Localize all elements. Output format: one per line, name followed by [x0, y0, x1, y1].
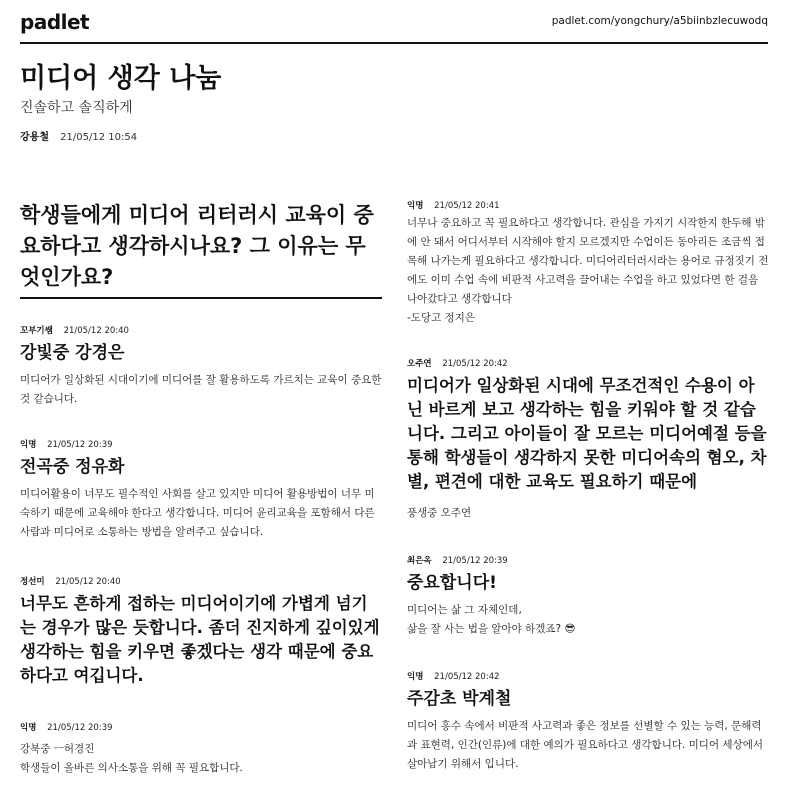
post-card[interactable]: [20, 722, 382, 778]
right-column: [407, 200, 769, 774]
post-author: 정선미: [20, 577, 45, 587]
post-meta: [407, 200, 769, 212]
post-author: 익명: [20, 723, 37, 733]
post-author: 익명: [407, 672, 424, 682]
post-timestamp: 21/05/12 20:41: [434, 201, 500, 211]
board-url[interactable]: padlet.com/yongchury/a5biinbzlecuwodq: [551, 15, 768, 27]
post-timestamp: 21/05/12 20:42: [442, 359, 508, 369]
post-title: 강빛중 강경은: [20, 343, 125, 363]
section-heading: 학생들에게 미디어 리터러시 교육이 중요하다고 생각하시나요? 그 이유는 무엇인가요?: [20, 200, 382, 299]
post-title: 전곡중 정유화: [20, 457, 125, 477]
post-author: 최은옥: [407, 556, 432, 566]
post-card[interactable]: [407, 555, 769, 639]
post-meta: [407, 555, 769, 567]
post-timestamp: 21/05/12 20:39: [442, 556, 508, 566]
board-meta: [20, 128, 137, 143]
post-body: 미디어활용이 너무도 필수적인 사회를 살고 있지만 미디어 활용방법이 너무 미숙하기 때문에 교육해야 한다고 생각합니다. 미디어 윤리교육을 포함해서 다른사람과 미디어로 소통하는 방법을 알려주고 싶습니다.: [20, 488, 375, 538]
top-bar: [20, 6, 768, 44]
post-timestamp: 21/05/12 20:40: [55, 577, 121, 587]
post-body: 풍생중 오주연: [407, 507, 472, 519]
post-body: 미디어 홍수 속에서 비판적 사고력과 좋은 정보를 선별할 수 있는 능력, 문해력과 표현력, 인간(인류)에 대한 예의가 필요하다고 생각합니다. 미디어 세상에서 살아남기 위해서 입니다.: [407, 720, 764, 770]
left-column: [20, 200, 382, 778]
post-timestamp: 21/05/12 20:40: [63, 326, 129, 336]
post-card[interactable]: [20, 325, 382, 409]
post-card[interactable]: [20, 576, 382, 688]
board-title: 미디어 생각 나눔: [20, 63, 222, 94]
post-meta: [407, 358, 769, 370]
post-card[interactable]: [407, 671, 769, 774]
post-author: 익명: [20, 440, 37, 450]
post-meta: [407, 671, 769, 683]
post-title: 미디어가 일상화된 시대에 무조건적인 수용이 아닌 바르게 보고 생각하는 힘을 키워야 할 것 같습니다. 그리고 아이들이 잘 모르는 미디어예절 등을 통해 학생들이 생각하지 못한 미디어속의 혐오, 차별, 편견에 대한 교육도 필요하기 때문에: [407, 376, 767, 491]
post-timestamp: 21/05/12 20:42: [434, 672, 500, 682]
post-timestamp: 21/05/12 20:39: [47, 440, 113, 450]
board-timestamp: 21/05/12 10:54: [60, 132, 138, 143]
post-meta: [20, 722, 382, 734]
post-title: 중요합니다!: [407, 573, 497, 593]
post-card[interactable]: [407, 200, 769, 328]
post-author: 익명: [407, 201, 424, 211]
board-author: 강용철: [20, 132, 49, 143]
post-body: 미디어가 일상화된 시대이기에 미디어를 잘 활용하도록 가르치는 교육이 중요한 것 같습니다.: [20, 374, 382, 405]
post-meta: [20, 325, 382, 337]
post-card[interactable]: [20, 439, 382, 542]
board-subtitle: 진솔하고 솔직하게: [20, 100, 133, 116]
post-body: 너무나 중요하고 꼭 필요하다고 생각합니다. 관심을 가지기 시작한지 한두해 밖에 안 돼서 어디서부터 시작해야 할지 모르겠지만 수업이든 동아리든 조금씩 접목해 나가는게 필요하다고 생각합니다. 미디어리터러시라는 용어로 규정짓기 전에도 이미 수업 속에 비판적 사고력을 끌어내는 수업을 하고 있었다면 한 걸음 나아갔다고 생각합니다 -도당고 정지은: [407, 217, 769, 324]
post-meta: [20, 439, 382, 451]
post-body: 미디어는 삶 그 자체인데, 삶을 잘 사는 법을 알아야 하겠죠? 😎: [407, 604, 576, 635]
post-meta: [20, 576, 382, 588]
padlet-logo[interactable]: padlet: [20, 10, 90, 34]
post-title: 주감초 박계철: [407, 689, 512, 709]
post-title: 너무도 흔하게 접하는 미디어이기에 가볍게 넘기는 경우가 많은 듯합니다. 좀더 진지하게 깊이있게 생각하는 힘을 키우면 좋겠다는 생각 때문에 중요하다고 여깁니다.: [20, 594, 380, 685]
post-card[interactable]: [407, 358, 769, 523]
post-author: 오주연: [407, 359, 432, 369]
post-body: 강북중 ㅡ허경진 학생들이 올바른 의사소통을 위해 꼭 필요합니다.: [20, 743, 243, 774]
post-author: 꼬부기쌤: [20, 326, 53, 336]
post-timestamp: 21/05/12 20:39: [47, 723, 113, 733]
